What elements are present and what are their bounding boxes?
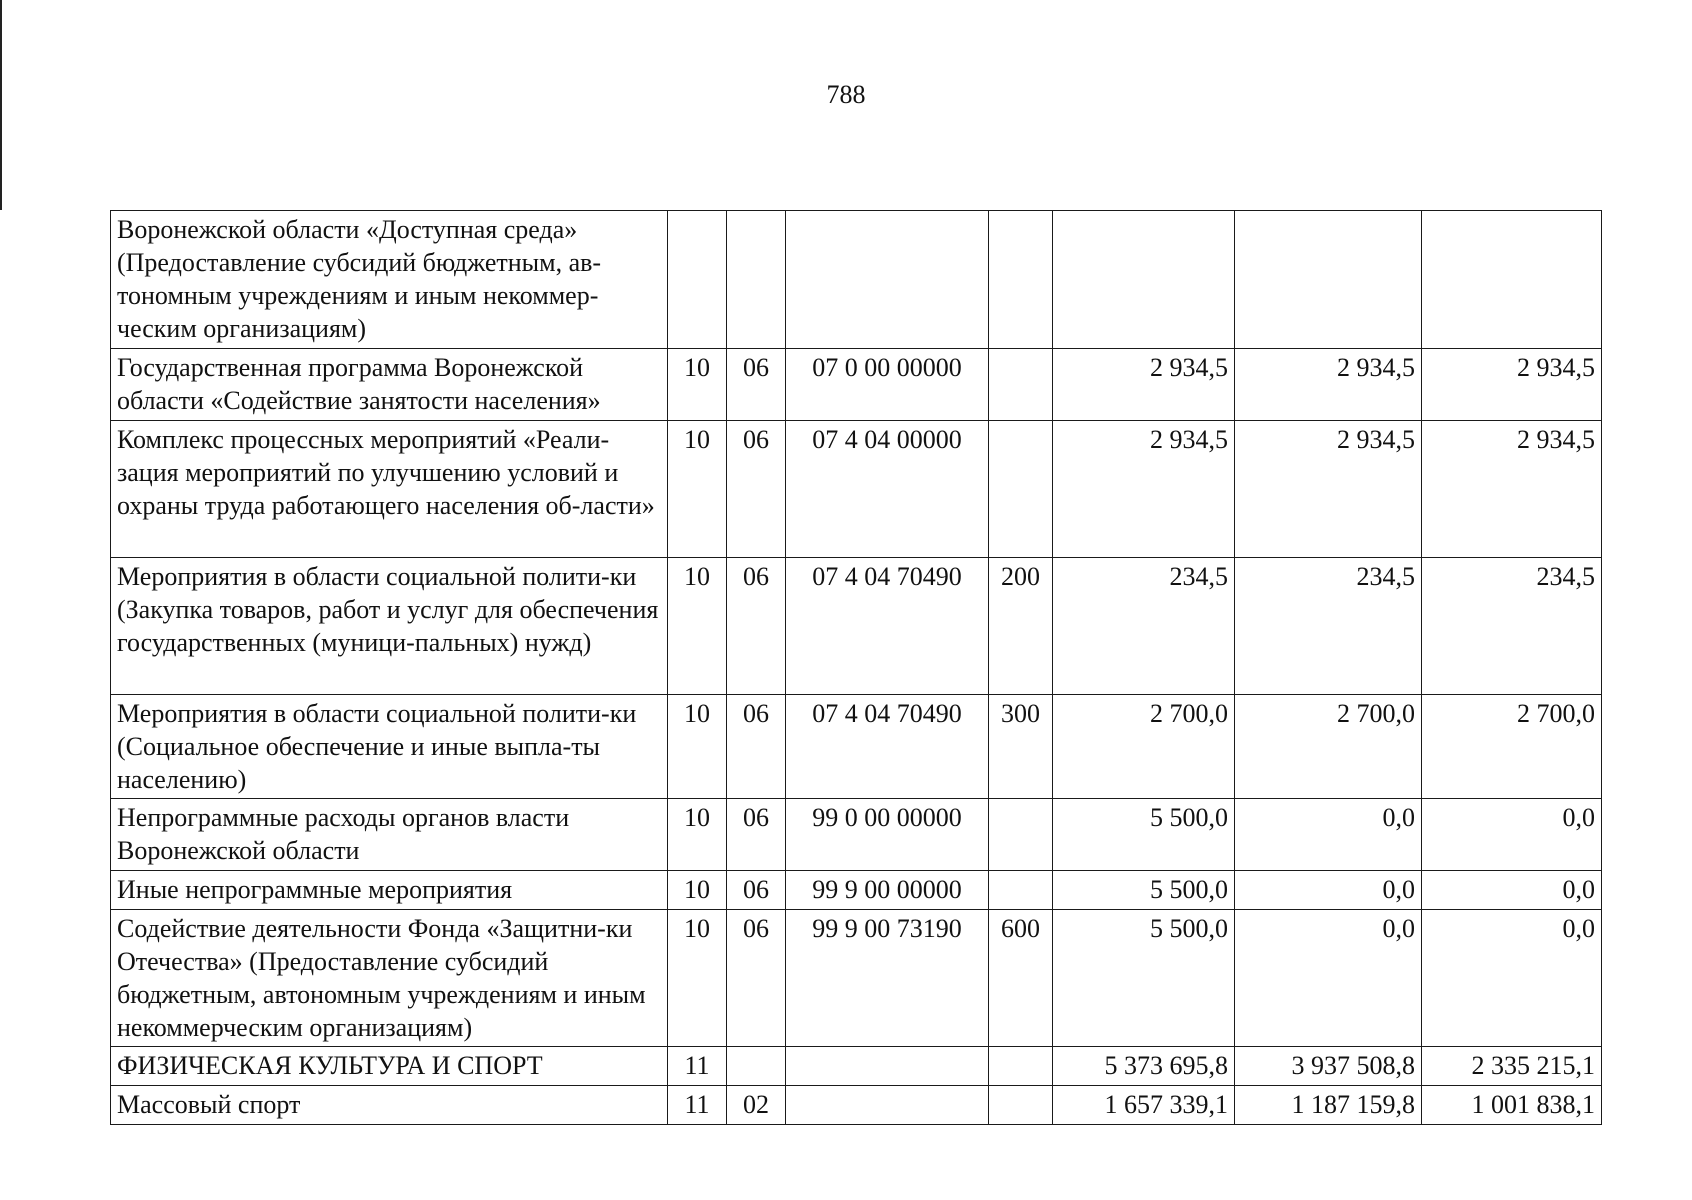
vr-cell [989,421,1053,558]
sum1-cell [1053,211,1235,349]
table-row [111,349,1602,421]
pr-cell: 06 [727,799,786,871]
sum1-cell: 2 934,5 [1053,421,1235,558]
pr-cell: 06 [727,695,786,799]
table-row [111,211,1602,349]
vr-cell: 300 [989,695,1053,799]
vr-cell [989,871,1053,910]
vr-cell: 200 [989,558,1053,695]
row-name-cell: Мероприятия в области социальной полити-ки (Социальное обеспечение и иные выпла-ты населению) [111,695,668,799]
vr-cell: 600 [989,910,1053,1047]
row-name-cell: Иные непрограммные мероприятия [111,871,668,910]
sum1-cell: 5 500,0 [1053,910,1235,1047]
sum3-cell: 0,0 [1422,910,1602,1047]
table-row [111,910,1602,1047]
table-row [111,1086,1602,1125]
pr-cell [727,211,786,349]
rz-cell [668,211,727,349]
rz-cell: 10 [668,910,727,1047]
csr-cell: 99 9 00 73190 [786,910,989,1047]
rz-cell: 10 [668,799,727,871]
table-row [111,1047,1602,1086]
sum2-cell: 2 934,5 [1235,421,1422,558]
table-row [111,695,1602,799]
row-name-cell: Непрограммные расходы органов власти Воронежской области [111,799,668,871]
row-name-cell: Комплекс процессных мероприятий «Реали-зация мероприятий по улучшению условий и охраны труда работающего населения об-ласти» [111,421,668,558]
sum1-cell: 5 373 695,8 [1053,1047,1235,1086]
sum1-cell: 2 700,0 [1053,695,1235,799]
sum2-cell: 2 700,0 [1235,695,1422,799]
sum2-cell [1235,211,1422,349]
csr-cell: 07 0 00 00000 [786,349,989,421]
sum3-cell: 0,0 [1422,871,1602,910]
vr-cell [989,1047,1053,1086]
sum3-cell: 2 700,0 [1422,695,1602,799]
table-row [111,421,1602,558]
table-row [111,871,1602,910]
sum2-cell: 1 187 159,8 [1235,1086,1422,1125]
sum2-cell: 2 934,5 [1235,349,1422,421]
rz-cell: 11 [668,1047,727,1086]
row-name-cell: Воронежской области «Доступная среда» (Предоставление субсидий бюджетным, ав-тономным учреждениям и иным некоммер-ческим организациям) [111,211,668,349]
pr-cell: 06 [727,349,786,421]
sum2-cell: 3 937 508,8 [1235,1047,1422,1086]
csr-cell: 07 4 04 70490 [786,695,989,799]
vr-cell [989,1086,1053,1125]
vr-cell [989,349,1053,421]
vr-cell [989,799,1053,871]
csr-cell: 07 4 04 70490 [786,558,989,695]
csr-cell [786,211,989,349]
sum2-cell: 0,0 [1235,871,1422,910]
sum1-cell: 1 657 339,1 [1053,1086,1235,1125]
rz-cell: 10 [668,695,727,799]
sum3-cell: 1 001 838,1 [1422,1086,1602,1125]
pr-cell: 06 [727,910,786,1047]
row-name-cell: ФИЗИЧЕСКАЯ КУЛЬТУРА И СПОРТ [111,1047,668,1086]
sum1-cell: 5 500,0 [1053,799,1235,871]
sum3-cell: 234,5 [1422,558,1602,695]
sum3-cell: 2 934,5 [1422,349,1602,421]
csr-cell: 99 9 00 00000 [786,871,989,910]
rz-cell: 11 [668,1086,727,1125]
vr-cell [989,211,1053,349]
csr-cell [786,1047,989,1086]
sum3-cell: 0,0 [1422,799,1602,871]
sum1-cell: 5 500,0 [1053,871,1235,910]
table-row [111,558,1602,695]
pr-cell: 06 [727,871,786,910]
budget-table [110,210,1602,1125]
sum2-cell: 0,0 [1235,799,1422,871]
rz-cell: 10 [668,558,727,695]
sum3-cell: 2 335 215,1 [1422,1047,1602,1086]
pr-cell: 02 [727,1086,786,1125]
rz-cell: 10 [668,421,727,558]
row-name-cell: Государственная программа Воронежской области «Содействие занятости населения» [111,349,668,421]
pr-cell [727,1047,786,1086]
sum3-cell [1422,211,1602,349]
sum1-cell: 234,5 [1053,558,1235,695]
sum1-cell: 2 934,5 [1053,349,1235,421]
table-row [111,799,1602,871]
csr-cell: 07 4 04 00000 [786,421,989,558]
row-name-cell: Содействие деятельности Фонда «Защитни-ки Отечества» (Предоставление субсидий бюджетным, автономным учреждениям и иным некоммерческим организациям) [111,910,668,1047]
page-number: 788 [826,80,866,109]
pr-cell: 06 [727,558,786,695]
rz-cell: 10 [668,349,727,421]
csr-cell [786,1086,989,1125]
row-name-cell: Массовый спорт [111,1086,668,1125]
sum2-cell: 234,5 [1235,558,1422,695]
sum3-cell: 2 934,5 [1422,421,1602,558]
pr-cell: 06 [727,421,786,558]
sum2-cell: 0,0 [1235,910,1422,1047]
csr-cell: 99 0 00 00000 [786,799,989,871]
row-name-cell: Мероприятия в области социальной полити-ки (Закупка товаров, работ и услуг для обеспечения государственных (муници-пальных) нужд) [111,558,668,695]
rz-cell: 10 [668,871,727,910]
